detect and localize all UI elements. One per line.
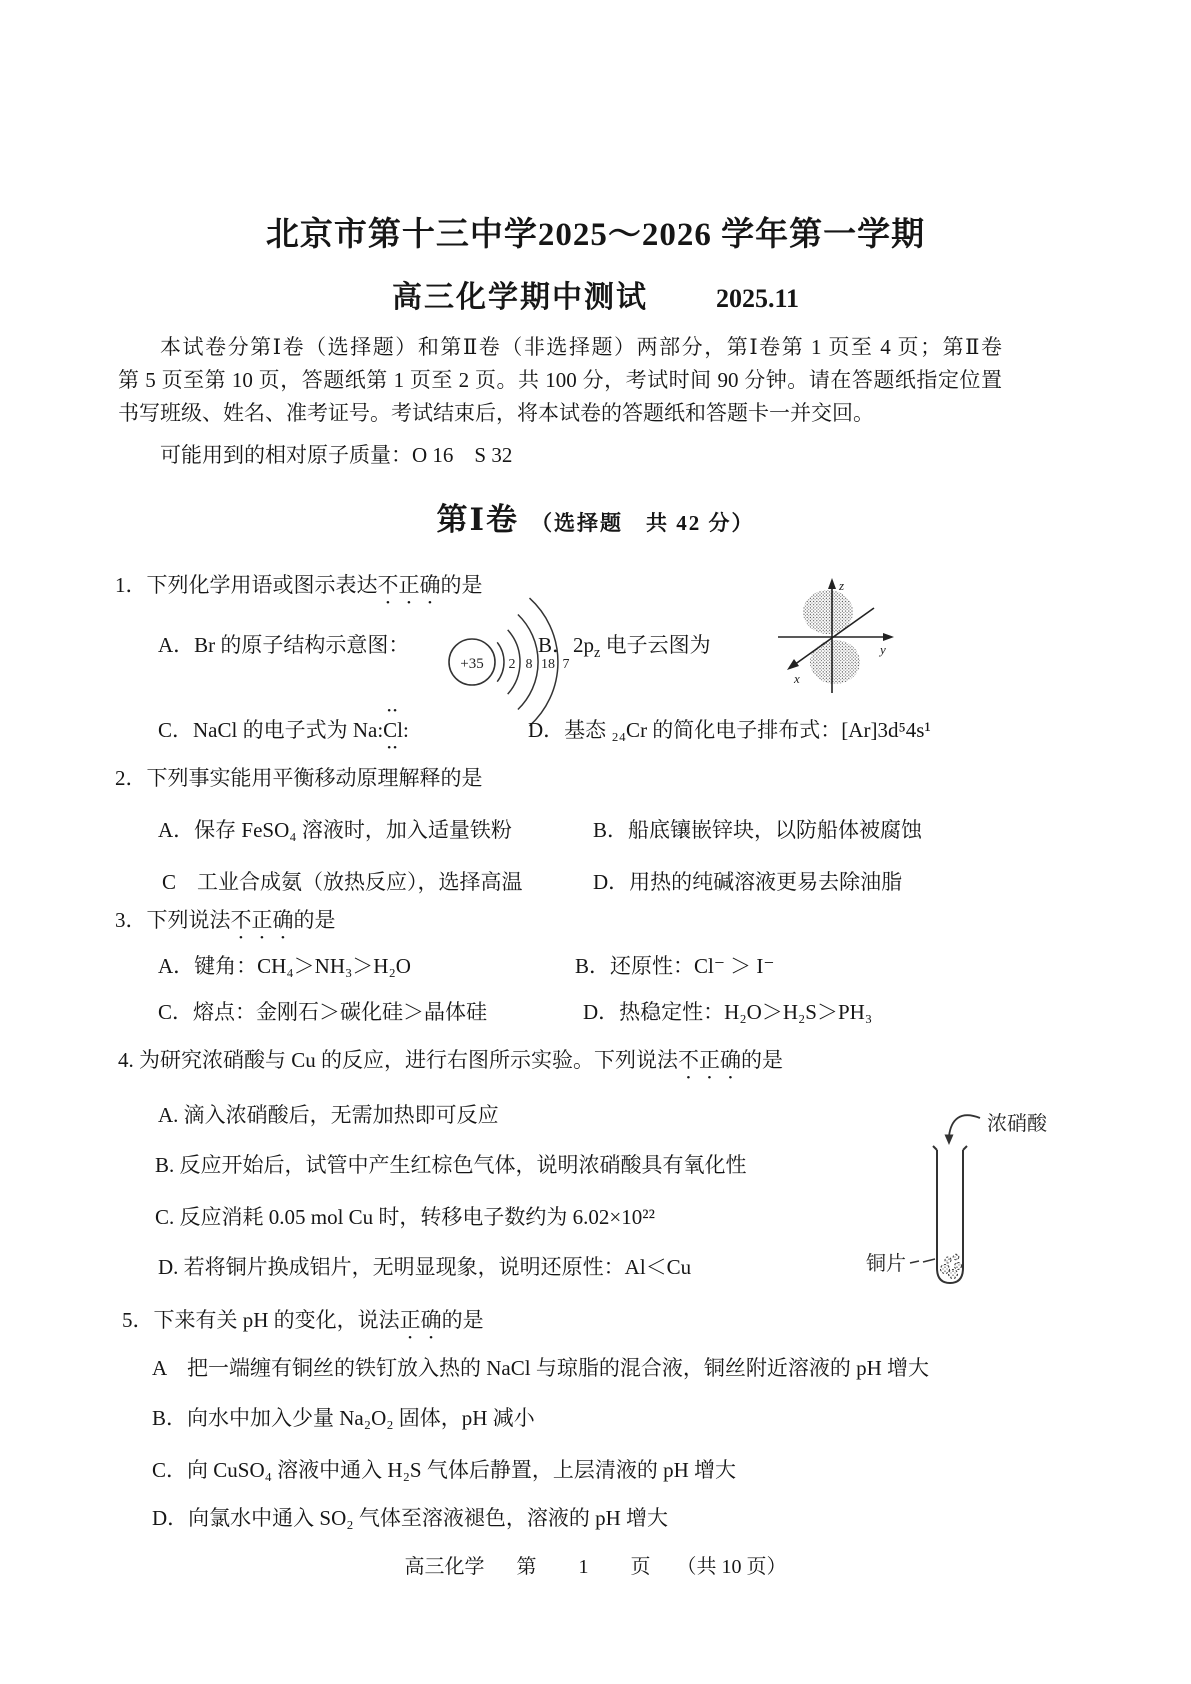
shell-arc-1 xyxy=(497,642,504,681)
page-footer xyxy=(0,1550,1191,1579)
q3-option-a: A．键角：CH₄＞NH₃＞H₂O xyxy=(158,954,411,978)
2pz-electron-cloud-diagram xyxy=(768,575,898,700)
q5-option-c: C．向 CuSO₄ 溶液中通入 H₂S 气体后静置，上层清液的 pH 增大 xyxy=(152,1458,737,1482)
x-axis-arrow-icon xyxy=(787,659,799,670)
footer-page-number: 1 xyxy=(578,1556,589,1578)
q2-option-d: D．用热的纯碱溶液更易去除油脂 xyxy=(593,870,903,894)
test-tube-mouth xyxy=(933,1146,967,1150)
instructions-line-3: 书写班级、姓名、准考证号。考试结束后，将本试卷的答题纸和答题卡一并交回。 xyxy=(118,401,874,425)
z-axis-label: z xyxy=(839,578,845,593)
y-axis-label: y xyxy=(880,642,886,657)
br-atom-structure-diagram xyxy=(438,592,578,732)
exam-subtitle-row xyxy=(0,272,1191,316)
exam-title: 北京市第十三中学2025～2026 学年第一学期 xyxy=(265,217,926,253)
atomic-mass-note: 可能用到的相对原子质量：O 16 S 32 xyxy=(160,443,513,467)
copper-label: 铜片 xyxy=(866,1253,906,1275)
footer-course: 高三化学 xyxy=(404,1556,485,1578)
instructions-line-1: 本试卷分第Ⅰ卷（选择题）和第Ⅱ卷（非选择题）两部分，第Ⅰ卷第 1 页至 4 页；第Ⅱ卷 xyxy=(160,335,1002,359)
y-axis-arrow-icon xyxy=(883,633,894,641)
q5-option-b: B．向水中加入少量 Na₂O₂ 固体，pH 减小 xyxy=(152,1406,535,1430)
exam-date: 2025.11 xyxy=(715,284,800,313)
shell-count-4: 7 xyxy=(562,657,570,672)
q1-option-c: C．NaCl 的电子式为 Na: •• Cl •• : xyxy=(158,705,409,754)
exam-instructions xyxy=(118,331,1002,430)
shell-count-3: 18 xyxy=(541,657,555,672)
lewis-dots-bottom: •• xyxy=(387,742,399,754)
q1-option-a: A．Br 的原子结构示意图： xyxy=(158,633,410,657)
nucleus-charge: +35 xyxy=(460,656,484,672)
footer-page-word-2: 页 xyxy=(630,1556,651,1578)
test-tube-diagram xyxy=(852,1098,1087,1293)
footer-page-word-1: 第 xyxy=(516,1556,537,1578)
q3-option-d: D．热稳定性：H₂O＞H₂S＞PH₃ xyxy=(583,1000,873,1024)
q4-option-b: B. 反应开始后，试管中产生红棕色气体，说明浓硝酸具有氧化性 xyxy=(155,1153,747,1177)
q3-option-c: C．熔点：金刚石＞碳化硅＞晶体硅 xyxy=(158,1000,488,1024)
x-axis-label: x xyxy=(794,671,800,686)
q3-stem: 3．下列说法不正确的是 xyxy=(115,908,336,932)
lewis-structure-cl: •• Cl •• xyxy=(383,705,403,754)
q1-stem: 1．下列化学用语或图示表达不正确的是 xyxy=(115,573,483,597)
q2-stem: 2．下列事实能用平衡移动原理解释的是 xyxy=(115,766,483,790)
section-subtitle: （选择题 共 42 分） xyxy=(531,511,755,535)
q5-stem: 5．下来有关 pH 的变化，说法正确的是 xyxy=(122,1308,484,1332)
shell-count-1: 2 xyxy=(508,657,516,672)
lewis-dots-top: •• xyxy=(387,705,399,717)
acid-label: 浓硝酸 xyxy=(987,1113,1047,1135)
shell-count-2: 8 xyxy=(525,657,533,672)
q1-option-b: B．$2p_z$ 电子云图为 xyxy=(538,633,711,662)
exam-subtitle: 高三化学期中测试 xyxy=(391,281,648,314)
lower-lobe xyxy=(810,640,860,684)
q4-option-d: D. 若将铜片换成铝片，无明显现象，说明还原性：Al＜Cu xyxy=(158,1255,692,1279)
q2-option-b: B．船底镶嵌锌块，以防船体被腐蚀 xyxy=(593,818,923,842)
copper-label-connector xyxy=(910,1259,935,1263)
q5-option-a: A 把一端缠有铜丝的铁钉放入热的 NaCl 与琼脂的混合液，铜丝附近溶液的 pH 增大 xyxy=(152,1356,929,1380)
q1-option-d: D．基态 ₂₄Cr 的简化电子排布式：[Ar]3d⁵4s¹ xyxy=(528,718,931,742)
q3-option-b: B．还原性：Cl⁻ ＞ I⁻ xyxy=(575,954,775,978)
q4-option-c: C. 反应消耗 0.05 mol Cu 时，转移电子数约为 6.02×10²² xyxy=(155,1205,655,1229)
q2-option-a: A．保存 FeSO₄ 溶液时，加入适量铁粉 xyxy=(158,818,512,842)
section-name: 第Ⅰ卷 xyxy=(436,502,519,537)
q2-option-c: C 工业合成氨（放热反应），选择高温 xyxy=(162,870,523,894)
z-axis-arrow-icon xyxy=(828,578,836,589)
copper-pieces xyxy=(941,1254,962,1278)
q4-option-a: A. 滴入浓硝酸后，无需加热即可反应 xyxy=(158,1103,499,1127)
footer-total-pages: （共 10 页） xyxy=(676,1556,787,1578)
q5-option-d: D．向氯水中通入 SO₂ 气体至溶液褪色，溶液的 pH 增大 xyxy=(152,1506,668,1530)
acid-arrow-icon xyxy=(949,1115,980,1136)
q4-stem: 4. 为研究浓硝酸与 Cu 的反应，进行右图所示实验。下列说法不正确的是 xyxy=(118,1048,784,1072)
acid-arrowhead-icon xyxy=(945,1135,954,1146)
section-heading xyxy=(0,494,1191,539)
instructions-line-2: 第 5 页至第 10 页，答题纸第 1 页至 2 页。共 100 分，考试时间 90 分钟。请在答题纸指定位置 xyxy=(118,368,1002,392)
